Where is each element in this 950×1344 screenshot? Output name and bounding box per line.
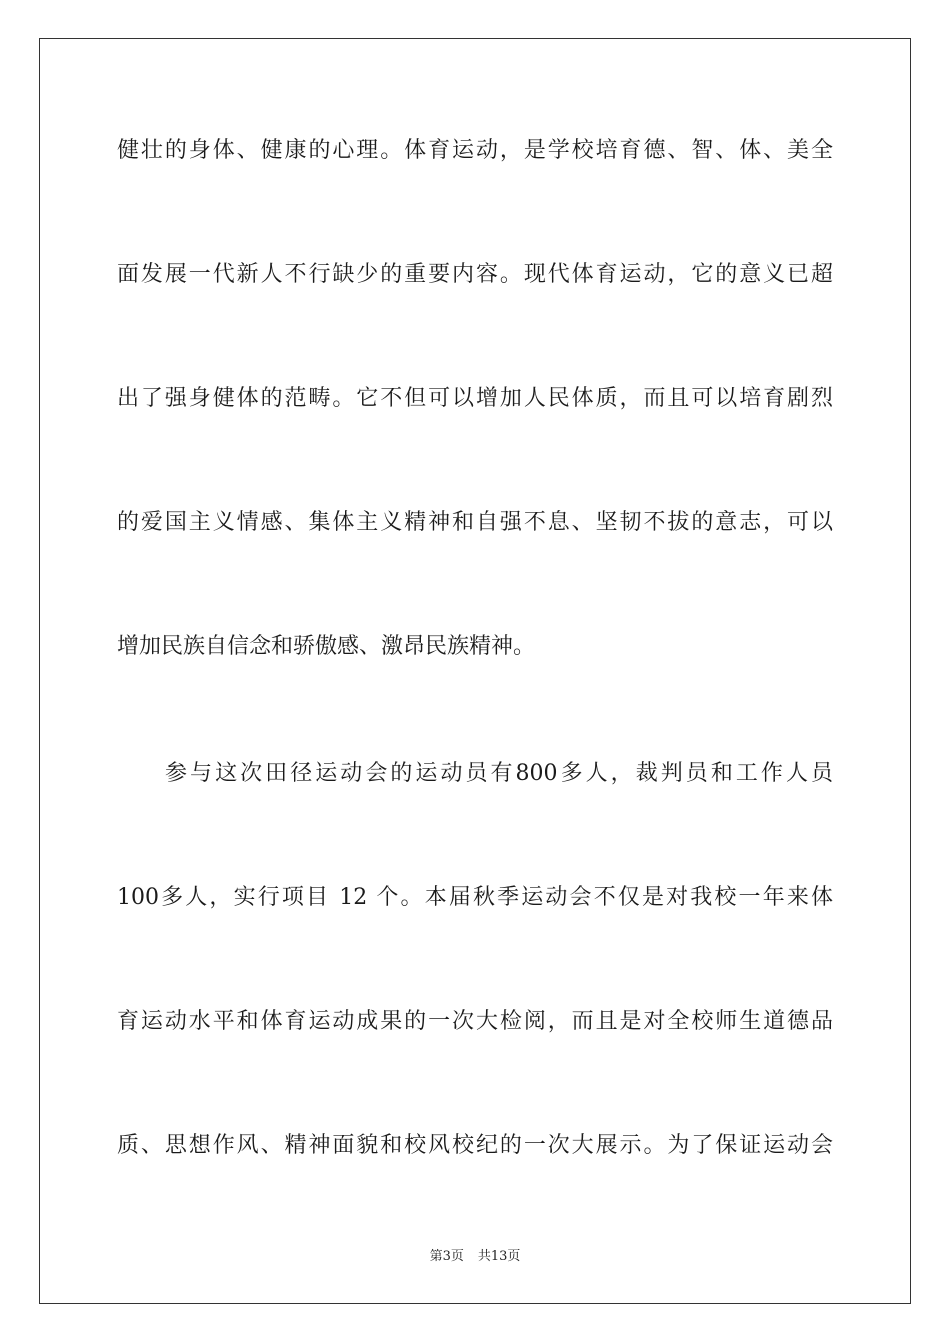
body-text-line-4: 的爱国主义情感、集体主义精神和自强不息、坚韧不拔的意志，可以	[117, 510, 833, 535]
page-total: 共13页	[477, 1249, 521, 1264]
body-text-line-8: 育运动水平和体育运动成果的一次大检阅，而且是对全校师生道德品	[117, 1009, 833, 1034]
body-text-line-3: 出了强身健体的范畴。它不但可以增加人民体质，而且可以培育剧烈	[117, 386, 833, 411]
page-footer	[0, 1248, 950, 1266]
body-text-line-5: 增加民族自信念和骄傲感、激昂民族精神。	[117, 634, 536, 659]
body-text-line-2: 面发展一代新人不行缺少的重要内容。现代体育运动，它的意义已超	[117, 262, 833, 287]
page-number: 第3页	[429, 1249, 464, 1264]
body-text-line-7: 100多人，实行项目 12 个。本届秋季运动会不仅是对我校一年来体	[117, 885, 833, 910]
page-border	[39, 38, 911, 1304]
body-text-line-9: 质、思想作风、精神面貌和校风校纪的一次大展示。为了保证运动会	[117, 1133, 833, 1158]
body-text-line-6: 参与这次田径运动会的运动员有800多人，裁判员和工作人员	[165, 761, 833, 786]
body-text-line-1: 健壮的身体、健康的心理。体育运动，是学校培育德、智、体、美全	[117, 138, 833, 163]
